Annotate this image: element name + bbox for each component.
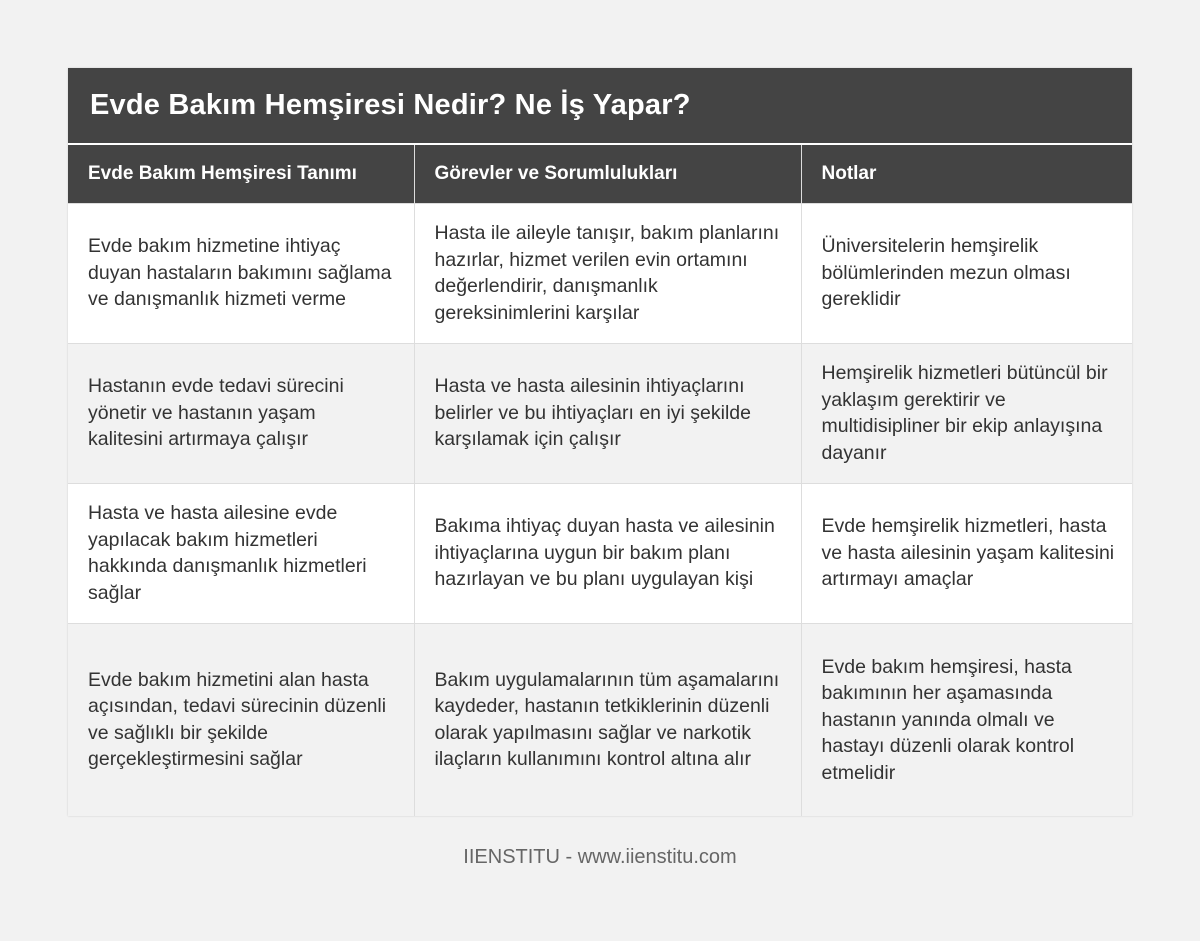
header-row: [68, 145, 1132, 203]
table-cell: Evde bakım hizmetine ihtiyaç duyan hastaların bakımını sağlama ve danışmanlık hizmeti verme: [68, 203, 414, 343]
table-row: [68, 483, 1132, 623]
table-header: [68, 145, 1132, 203]
title-bar: [68, 68, 1132, 143]
table-cell: Evde bakım hizmetini alan hasta açısından, tedavi sürecinin düzenli ve sağlıklı bir şekilde gerçekleştirmesini sağlar: [68, 623, 414, 816]
table-cell: Hasta ile aileyle tanışır, bakım planlarını hazırlar, hizmet verilen evin ortamını değerlendirir, danışmanlık gereksinimlerini karşılar: [414, 203, 801, 343]
table-cell: Hasta ve hasta ailesine evde yapılacak bakım hizmetleri hakkında danışmanlık hizmetleri sağlar: [68, 483, 414, 623]
info-table: [68, 145, 1132, 816]
content-card: [68, 68, 1132, 816]
page-title: Evde Bakım Hemşiresi Nedir? Ne İş Yapar?: [90, 89, 691, 121]
table-cell: Evde bakım hemşiresi, hasta bakımının her aşamasında hastanın yanında olmalı ve hastayı düzenli olarak kontrol etmelidir: [801, 623, 1132, 816]
table-cell: Evde hemşirelik hizmetleri, hasta ve hasta ailesinin yaşam kalitesini artırmayı amaçlar: [801, 483, 1132, 623]
header-duties: Görevler ve Sorumlulukları: [414, 145, 801, 203]
header-definition: Evde Bakım Hemşiresi Tanımı: [68, 145, 414, 203]
footer-credit: IIENSTITU - www.iienstitu.com: [463, 846, 737, 868]
table-cell: Bakıma ihtiyaç duyan hasta ve ailesinin ihtiyaçlarına uygun bir bakım planı hazırlayan ve bu planı uygulayan kişi: [414, 483, 801, 623]
header-notes: Notlar: [801, 145, 1132, 203]
table-cell: Bakım uygulamalarının tüm aşamalarını kaydeder, hastanın tetkiklerinin düzenli olarak yapılmasını sağlar ve narkotik ilaçların kullanımını kontrol altına alır: [414, 623, 801, 816]
table-cell: Üniversitelerin hemşirelik bölümlerinden mezun olması gereklidir: [801, 203, 1132, 343]
table-row: [68, 203, 1132, 343]
table-row: [68, 343, 1132, 483]
table-body: [68, 203, 1132, 816]
table-cell: Hastanın evde tedavi sürecini yönetir ve hastanın yaşam kalitesini artırmaya çalışır: [68, 343, 414, 483]
table-cell: Hemşirelik hizmetleri bütüncül bir yaklaşım gerektirir ve multidisipliner bir ekip anlayışına dayanır: [801, 343, 1132, 483]
table-cell: Hasta ve hasta ailesinin ihtiyaçlarını belirler ve bu ihtiyaçları en iyi şekilde karşılamak için çalışır: [414, 343, 801, 483]
table-row: [68, 623, 1132, 816]
